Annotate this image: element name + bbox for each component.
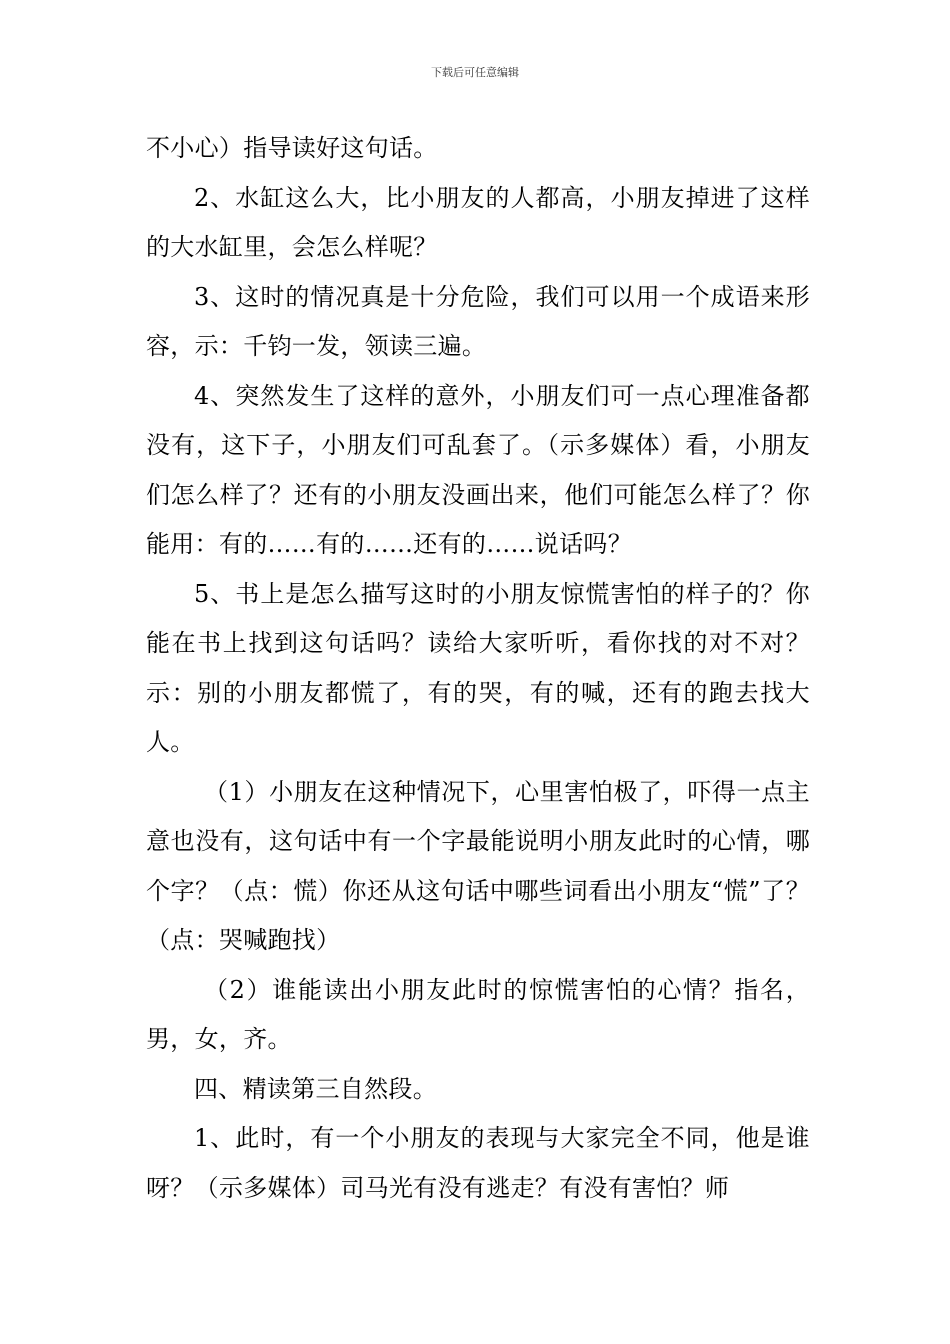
section-heading-four: 四、精读第三自然段。 [194,1074,437,1103]
paragraph-sub-1: （1）小朋友在这种情况下，心里害怕极了，吓得一点主意也没有，这句话中有一个字最能说明小朋友此时的心情，哪个字？（点：慌）你还从这句话中哪些词看出小朋友“慌”了？（点：哭喊跑找） [146,777,810,954]
paragraph-continuation: 不小心）指导读好这句话。 [146,134,438,162]
document-body [146,124,810,1213]
paragraph-item-5: 5、书上是怎么描写这时的小朋友惊慌害怕的样子的？你能在书上找到这句话吗？读给大家听听，看你找的对不对？示：别的小朋友都慌了，有的哭，有的喊，还有的跑去找大人。 [146,579,810,756]
paragraph-item-4: 4、突然发生了这样的意外，小朋友们可一点心理准备都没有，这下子，小朋友们可乱套了。（示多媒体）看，小朋友们怎么样了？还有的小朋友没画出来，他们可能怎么样了？你能用：有的……有的……还有的……说话吗？ [146,381,810,558]
page-header: 下载后可任意编辑 [431,66,519,79]
paragraph-sub-2: （2）谁能读出小朋友此时的惊慌害怕的心情？指名，男，女，齐。 [146,975,810,1053]
paragraph-section4-item-1: 1、此时，有一个小朋友的表现与大家完全不同，他是谁呀？（示多媒体）司马光有没有逃走？有没有害怕？师 [146,1124,810,1202]
paragraph-item-2: 2、水缸这么大，比小朋友的人都高，小朋友掉进了这样的大水缸里，会怎么样呢？ [146,183,810,261]
paragraph-item-3: 3、这时的情况真是十分危险，我们可以用一个成语来形容，示：千钧一发，领读三遍。 [146,282,810,360]
